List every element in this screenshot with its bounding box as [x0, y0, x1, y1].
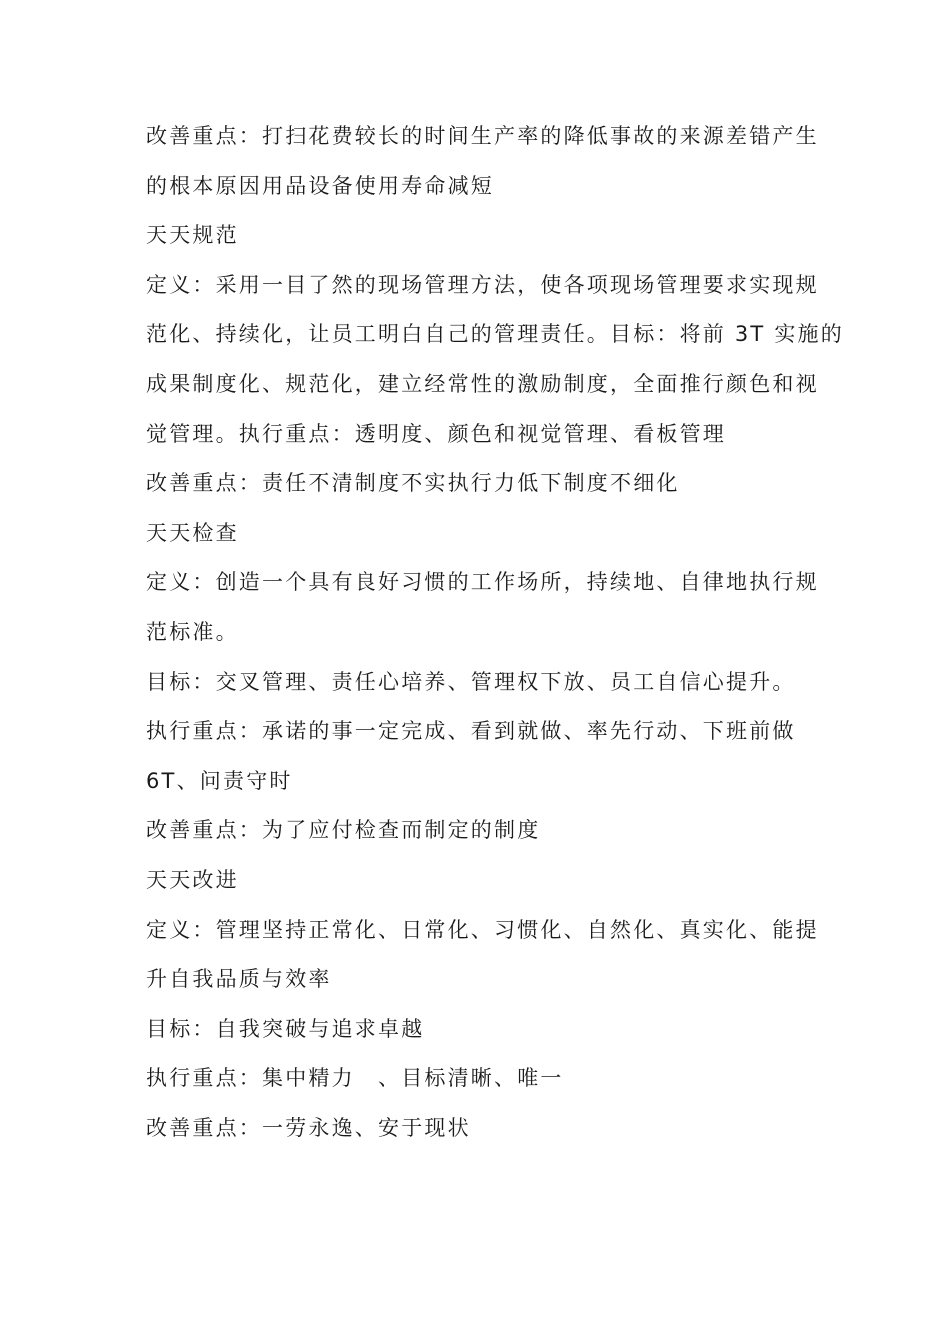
text-line: 改善重点：责任不清制度不实执行力低下制度不细化 [146, 471, 680, 496]
text-line: 目标：交叉管理、责任心培养、管理权下放、员工自信心提升。 [146, 669, 796, 694]
text-line: 改善重点：为了应付检查而制定的制度 [146, 818, 541, 843]
text-line: 定义：创造一个具有良好习惯的工作场所，持续地、自律地执行规 [146, 570, 819, 595]
text-line: 升自我品质与效率 [146, 967, 332, 992]
text-line: 6T、问责守时 [146, 768, 293, 793]
section-heading-daily-improve: 天天改进 [146, 867, 239, 892]
text-line: 的根本原因用品设备使用寿命减短 [146, 173, 494, 198]
text-line: 改善重点：一劳永逸、安于现状 [146, 1115, 471, 1140]
text-line: 执行重点：集中精力 、目标清晰、唯一 [146, 1066, 564, 1091]
section-heading-daily-check: 天天检查 [146, 520, 239, 545]
text-line: 定义：采用一目了然的现场管理方法，使各项现场管理要求实现规 [146, 272, 819, 297]
text-line: 范化、持续化，让员工明白自己的管理责任。目标：将前 3T 实施的 [146, 322, 844, 347]
body-text [146, 112, 844, 1153]
text-line: 范标准。 [146, 619, 239, 644]
text-line: 成果制度化、规范化，建立经常性的激励制度，全面推行颜色和视 [146, 371, 819, 396]
text-line: 目标：自我突破与追求卓越 [146, 1016, 425, 1041]
text-line: 执行重点：承诺的事一定完成、看到就做、率先行动、下班前做 [146, 719, 796, 744]
text-line: 觉管理。执行重点：透明度、颜色和视觉管理、看板管理 [146, 421, 726, 446]
text-line: 定义：管理坚持正常化、日常化、习惯化、自然化、真实化、能提 [146, 917, 819, 942]
text-line: 改善重点：打扫花费较长的时间生产率的降低事故的来源差错产生 [146, 124, 819, 148]
section-heading-daily-standardize: 天天规范 [146, 223, 239, 248]
